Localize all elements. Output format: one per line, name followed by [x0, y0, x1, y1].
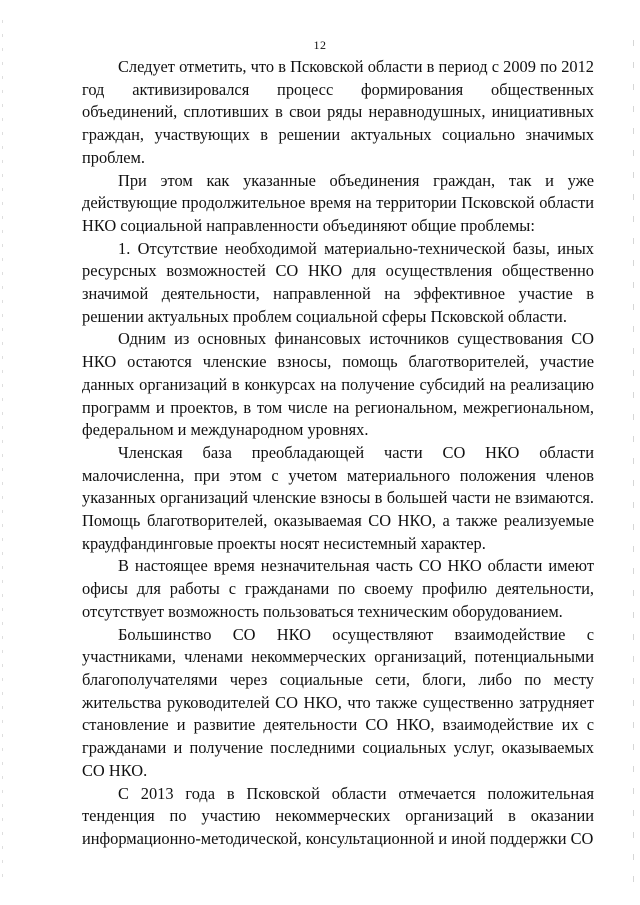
- paragraph-6: В настоящее время незначительная часть СО НКО области имеют офисы для работы с гражданами по своему профилю деятельности, отсутствует возможность пользоваться техническим оборудованием.: [82, 556, 594, 621]
- paragraph-5: Членская база преобладающей части СО НКО области малочисленна, при этом с учетом материального положения членов указанных организаций членские взносы в большей части не взимаются. Помощь благотворителей, оказываемая СО НКО, а также реализуемые краудфандинговые проекты носят несистемный характер.: [82, 442, 594, 553]
- body-text: [82, 56, 594, 851]
- scan-edge-right: [633, 40, 634, 890]
- scan-edge-left: [2, 20, 3, 880]
- page-number: 12: [313, 38, 327, 52]
- paragraph-3: 1. Отсутствие необходимой материально-технической базы, иных ресурсных возможностей СО НКО для осуществления общественно значимой деятельности, направленной на эффективное участие в решении актуальных проблем социальной сферы Псковской области.: [82, 238, 594, 326]
- paragraph-7: Большинство СО НКО осуществляют взаимодействие с участниками, членами некоммерческих организаций, потенциальными благополучателями через социальные сети, блоги, либо по месту жительства руководителей СО НКО, что также существенно затрудняет становление и развитие деятельности СО НКО, взаимодействие их с гражданами и получение последними социальных услуг, оказываемых СО НКО.: [82, 624, 594, 780]
- paragraph-8: С 2013 года в Псковской области отмечается положительная тенденция по участию некоммерческих организаций в оказании информационно-методической, консультационной и иной поддержки СО: [82, 783, 594, 848]
- paragraph-1: Следует отметить, что в Псковской области в период с 2009 по 2012 год активизировался процесс формирования общественных объединений, сплотивших в свои ряды неравнодушных, инициативных граждан, участвующих в решении актуальных социально значимых проблем.: [82, 57, 594, 167]
- paragraph-4: Одним из основных финансовых источников существования СО НКО остаются членские взносы, помощь благотворителей, участие данных организаций в конкурсах на получение субсидий на реализацию программ и проектов, в том числе на региональном, межрегиональном, федеральном и международном уровнях.: [82, 329, 594, 440]
- paragraph-2: При этом как указанные объединения граждан, так и уже действующие продолжительное время на территории Псковской области НКО социальной направленности объединяют общие проблемы:: [82, 170, 594, 235]
